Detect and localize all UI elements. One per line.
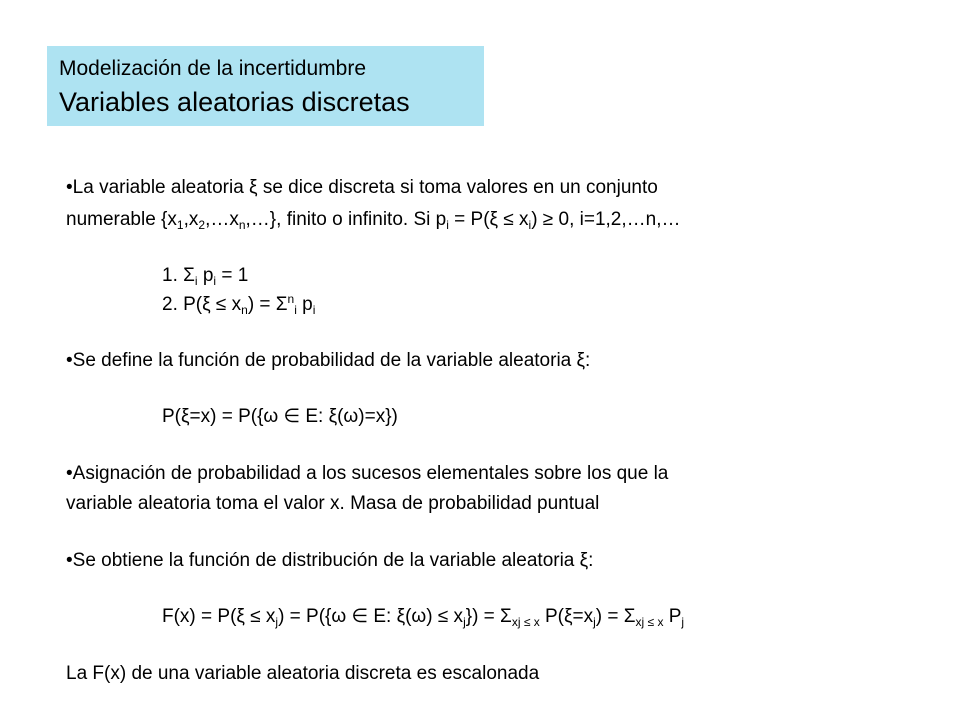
assignment-line-2: variable aleatoria toma el valor x. Masa de probabilidad puntual <box>66 493 600 514</box>
title-box <box>47 46 484 126</box>
distribution-function-formula: $F(x) = P(\xi \le x_j) = P(\{\omega$ ∈ E: $\xi(\omega) \le x_j\}) = \Sigma_{xj \le x}$ $P(\xi=x_j) = \Sigma_{xj \le x}$ $P_j$ <box>162 606 685 629</box>
slide-subtitle: Modelización de la incertidumbre <box>59 57 366 80</box>
assignment-line-1: •Asignación de probabilidad a los sucesos elementales sobre los que la <box>66 463 669 484</box>
probability-function-intro: •Se define la función de probabilidad de la variable aleatoria ξ: <box>66 350 591 371</box>
conclusion-text: La F(x) de una variable aleatoria discreta es escalonada <box>66 663 540 684</box>
probability-function-formula: P(ξ=x) = P({ω ∈ E: ξ(ω)=x}) <box>162 406 398 427</box>
definition-line-1: •La variable aleatoria ξ se dice discreta si toma valores en un conjunto <box>66 177 658 198</box>
distribution-function-intro: •Se obtiene la función de distribución de la variable aleatoria ξ: <box>66 550 594 571</box>
slide-title: Variables aleatorias discretas <box>59 87 410 117</box>
property-1: 1. $\Sigma_i$ $p_i = 1$ <box>162 265 249 288</box>
definition-line-2: numerable $\{x_1,x_2,\dots x_n,\dots\}$, finito o infinito. Si $p_i = P(\xi \le x_i) \ge 0$, i=1,2,…n,… <box>66 209 681 232</box>
property-2: 2. $P(\xi \le x_n) = \Sigma^n_i$ $p_i$ <box>162 292 316 317</box>
